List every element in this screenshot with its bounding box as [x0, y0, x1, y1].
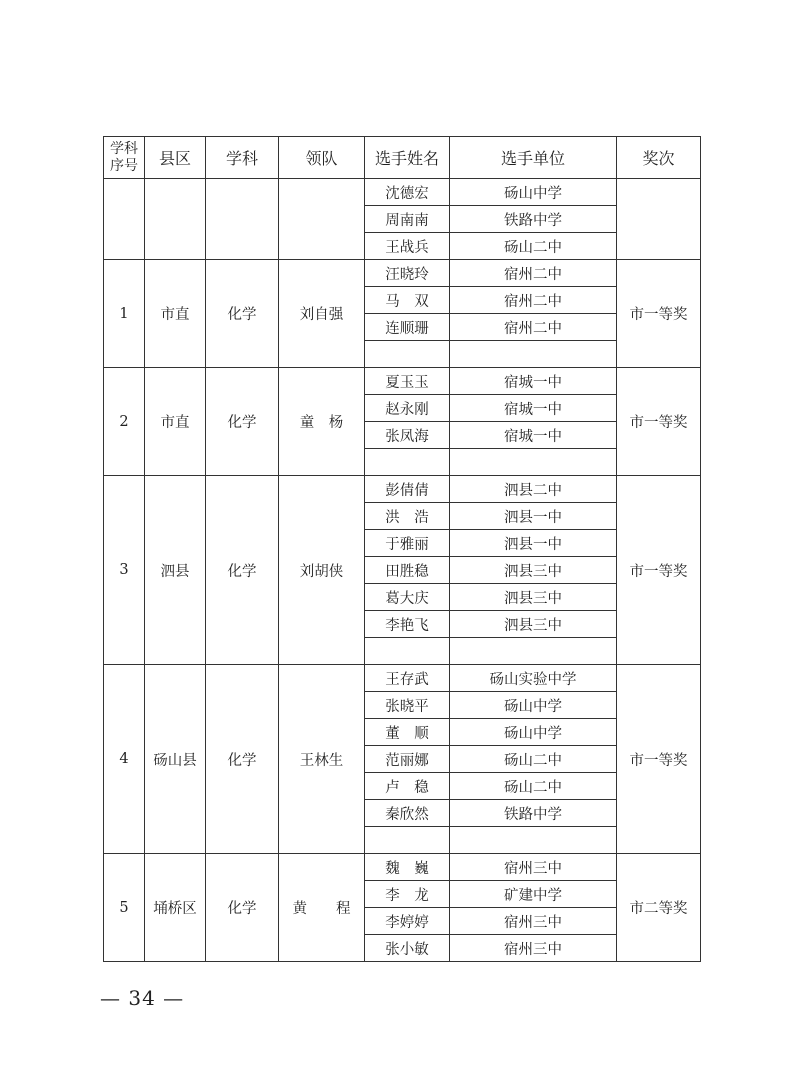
player-name: 赵永刚	[365, 395, 450, 422]
group-subject: 化学	[206, 260, 279, 368]
player-unit: 宿州三中	[450, 854, 617, 881]
group-leader: 刘自强	[279, 260, 365, 368]
group-seq: 5	[104, 854, 145, 962]
player-name: 王战兵	[365, 233, 450, 260]
group-leader: 童 杨	[279, 368, 365, 476]
group-leader: 刘胡侠	[279, 476, 365, 665]
player-unit: 砀山中学	[450, 692, 617, 719]
group-leader: 黄 程	[279, 854, 365, 962]
player-unit: 砀山中学	[450, 179, 617, 206]
player-name: 连顺珊	[365, 314, 450, 341]
table-row	[104, 665, 701, 692]
group-seq	[104, 179, 145, 260]
player-unit: 矿建中学	[450, 881, 617, 908]
group-county: 市直	[145, 260, 206, 368]
header-subject: 学科	[206, 137, 279, 179]
player-unit: 砀山实验中学	[450, 665, 617, 692]
page-number: — 34 —	[100, 986, 185, 1010]
group-leader	[279, 179, 365, 260]
table-row	[104, 854, 701, 881]
group-award	[617, 179, 701, 260]
player-name: 秦欣然	[365, 800, 450, 827]
award-table	[103, 136, 701, 962]
group-subject	[206, 179, 279, 260]
header-seq-line1: 学科	[110, 140, 138, 157]
table-row	[104, 260, 701, 287]
group-award: 市一等奖	[617, 260, 701, 368]
header-player: 选手姓名	[365, 137, 450, 179]
player-name: 李婷婷	[365, 908, 450, 935]
table-row	[104, 368, 701, 395]
player-name: 彭倩倩	[365, 476, 450, 503]
group-seq: 4	[104, 665, 145, 854]
header-row	[104, 137, 701, 179]
player-name: 李艳飞	[365, 611, 450, 638]
player-unit: 砀山二中	[450, 233, 617, 260]
player-name	[365, 449, 450, 476]
player-unit	[450, 638, 617, 665]
header-leader: 领队	[279, 137, 365, 179]
player-name: 董 顺	[365, 719, 450, 746]
player-unit	[450, 449, 617, 476]
player-name: 于雅丽	[365, 530, 450, 557]
player-unit: 铁路中学	[450, 800, 617, 827]
group-subject: 化学	[206, 665, 279, 854]
player-name	[365, 827, 450, 854]
player-name: 张小敏	[365, 935, 450, 962]
group-county: 市直	[145, 368, 206, 476]
group-county: 埇桥区	[145, 854, 206, 962]
player-unit: 泗县三中	[450, 584, 617, 611]
table-row	[104, 476, 701, 503]
player-unit: 泗县一中	[450, 503, 617, 530]
player-name: 沈德宏	[365, 179, 450, 206]
player-name: 汪晓玲	[365, 260, 450, 287]
player-unit: 砀山二中	[450, 773, 617, 800]
player-unit: 宿州二中	[450, 314, 617, 341]
player-name	[365, 638, 450, 665]
player-unit	[450, 827, 617, 854]
player-name: 周南南	[365, 206, 450, 233]
player-unit: 泗县三中	[450, 557, 617, 584]
player-name: 葛大庆	[365, 584, 450, 611]
header-seq	[104, 137, 145, 179]
group-county: 泗县	[145, 476, 206, 665]
group-county	[145, 179, 206, 260]
player-name: 夏玉玉	[365, 368, 450, 395]
player-name: 王存武	[365, 665, 450, 692]
header-award: 奖次	[617, 137, 701, 179]
player-name	[365, 341, 450, 368]
group-seq: 3	[104, 476, 145, 665]
player-unit: 宿州三中	[450, 935, 617, 962]
player-unit: 宿州三中	[450, 908, 617, 935]
player-unit: 泗县三中	[450, 611, 617, 638]
player-name: 范丽娜	[365, 746, 450, 773]
group-county: 砀山县	[145, 665, 206, 854]
player-unit: 宿城一中	[450, 422, 617, 449]
player-unit: 宿城一中	[450, 368, 617, 395]
table-row	[104, 179, 701, 206]
player-unit: 宿州二中	[450, 260, 617, 287]
group-award: 市一等奖	[617, 476, 701, 665]
group-award: 市一等奖	[617, 665, 701, 854]
player-unit: 泗县一中	[450, 530, 617, 557]
table-body	[104, 179, 701, 962]
group-award: 市二等奖	[617, 854, 701, 962]
player-name: 魏 巍	[365, 854, 450, 881]
header-seq-line2: 序号	[110, 157, 138, 174]
header-unit: 选手单位	[450, 137, 617, 179]
player-name: 洪 浩	[365, 503, 450, 530]
group-subject: 化学	[206, 476, 279, 665]
player-unit: 宿州二中	[450, 287, 617, 314]
player-unit: 砀山中学	[450, 719, 617, 746]
player-name: 田胜稳	[365, 557, 450, 584]
header-county: 县区	[145, 137, 206, 179]
player-unit: 砀山二中	[450, 746, 617, 773]
group-award: 市一等奖	[617, 368, 701, 476]
player-unit: 宿城一中	[450, 395, 617, 422]
player-unit	[450, 341, 617, 368]
player-name: 卢 稳	[365, 773, 450, 800]
group-leader: 王林生	[279, 665, 365, 854]
group-seq: 2	[104, 368, 145, 476]
group-seq: 1	[104, 260, 145, 368]
player-name: 张晓平	[365, 692, 450, 719]
player-name: 李 龙	[365, 881, 450, 908]
player-unit: 泗县二中	[450, 476, 617, 503]
player-name: 马 双	[365, 287, 450, 314]
player-unit: 铁路中学	[450, 206, 617, 233]
player-name: 张凤海	[365, 422, 450, 449]
group-subject: 化学	[206, 854, 279, 962]
group-subject: 化学	[206, 368, 279, 476]
